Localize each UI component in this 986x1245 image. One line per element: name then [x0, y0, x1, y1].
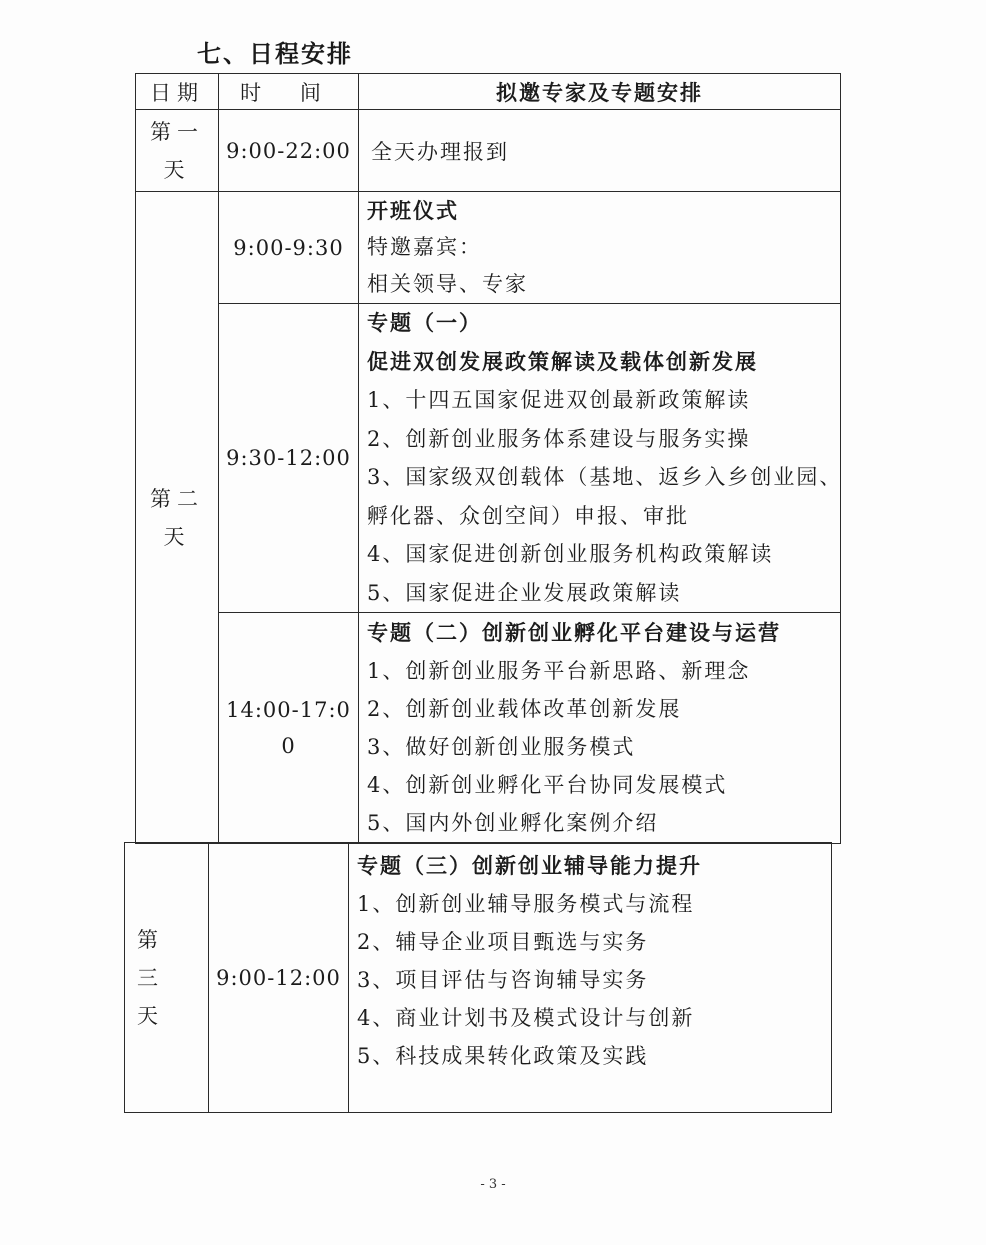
- day2-session2-line: 3、国家级双创载体（基地、返乡入乡创业园、: [367, 465, 843, 489]
- day2-session2-title: 专题（一）: [367, 310, 482, 335]
- page-number: - 3 -: [480, 1177, 506, 1192]
- day2-session3-line: 4、创新创业孵化平台协同发展模式: [367, 773, 728, 797]
- header-row: [136, 74, 841, 110]
- day2-session2-line: 5、国家促进企业发展政策解读: [367, 580, 682, 605]
- day3-content: [349, 843, 832, 1113]
- day2-session3-line: 1、创新创业服务平台新思路、新理念: [367, 659, 751, 683]
- header-date: 日期: [150, 80, 204, 105]
- day2-session1-content: [359, 192, 841, 304]
- day2-session2-content: [359, 304, 841, 613]
- day2-session1-line: 相关领导、专家: [367, 272, 528, 296]
- day1-label-line-2: 天: [163, 157, 191, 182]
- day2-session3-content: [359, 613, 841, 844]
- day2-session2-time: 9:30-12:00: [219, 304, 359, 613]
- schedule-table: [135, 73, 841, 844]
- day2-session3-time: [219, 613, 359, 844]
- day2-session3-line: 3、做好创新创业服务模式: [367, 735, 636, 759]
- day3-label: [125, 843, 209, 1113]
- day3-line: 2、辅导企业项目甄选与实务: [357, 930, 649, 954]
- day3-line: 4、商业计划书及模式设计与创新: [357, 1006, 695, 1030]
- day2-session3-time-line-2: 0: [281, 734, 296, 758]
- day2-session1-row: [136, 192, 841, 304]
- day2-session3-line: 5、国内外创业孵化案例介绍: [367, 811, 659, 835]
- section-heading: 七、日程安排: [197, 40, 353, 68]
- day2-session2-line: 2、创新创业服务体系建设与服务实操: [367, 426, 751, 451]
- day1-row: [136, 110, 841, 192]
- day2-session1-title: 开班仪式: [367, 198, 459, 223]
- day2-session3-title: 专题（二）创新创业孵化平台建设与运营: [367, 620, 781, 645]
- day3-label-line-1: 第三: [137, 927, 180, 990]
- day2-session2-line: 4、国家促进创新创业服务机构政策解读: [367, 542, 774, 566]
- day2-session1-line: 特邀嘉宾：: [367, 235, 482, 259]
- day3-time: 9:00-12:00: [209, 843, 349, 1113]
- header-plan: 拟邀专家及专题安排: [496, 79, 703, 105]
- day3-label-line-2: 天: [137, 1003, 158, 1028]
- header-time-cell: [219, 74, 359, 110]
- day2-session2-line: 1、十四五国家促进双创最新政策解读: [367, 388, 751, 412]
- day2-session3-time-line-1: 14:00-17:0: [226, 698, 351, 722]
- header-plan-cell: [359, 74, 841, 110]
- header-time: 时 间: [240, 80, 337, 105]
- day2-session1-time: 9:00-9:30: [219, 192, 359, 304]
- day3-line: 1、创新创业辅导服务模式与流程: [357, 892, 695, 916]
- day3-line: 5、科技成果转化政策及实践: [357, 1044, 649, 1068]
- day1-content: [359, 110, 841, 192]
- day2-label: [136, 192, 219, 844]
- day1-content-text: 全天办理报到: [371, 139, 509, 164]
- day3-title: 专题（三）创新创业辅导能力提升: [357, 853, 702, 878]
- day3-row: [125, 843, 832, 1113]
- day2-session2-subtitle: 促进双创发展政策解读及载体创新发展: [367, 348, 758, 374]
- day1-time: 9:00-22:00: [219, 110, 359, 192]
- day2-session3-line: 2、创新创业载体改革创新发展: [367, 697, 682, 721]
- day1-label: [136, 110, 219, 192]
- day2-session2-row: [136, 304, 841, 613]
- day2-session2-line: 孵化器、众创空间）申报、审批: [367, 503, 689, 528]
- day1-label-line-1: 第一: [150, 119, 204, 144]
- schedule-table-day3: [124, 842, 832, 1113]
- day3-line: 3、项目评估与咨询辅导实务: [357, 968, 649, 992]
- day2-label-line-1: 第二: [150, 486, 204, 511]
- day2-label-line-2: 天: [163, 524, 191, 549]
- header-date-cell: [136, 74, 219, 110]
- day2-session3-row: [136, 613, 841, 844]
